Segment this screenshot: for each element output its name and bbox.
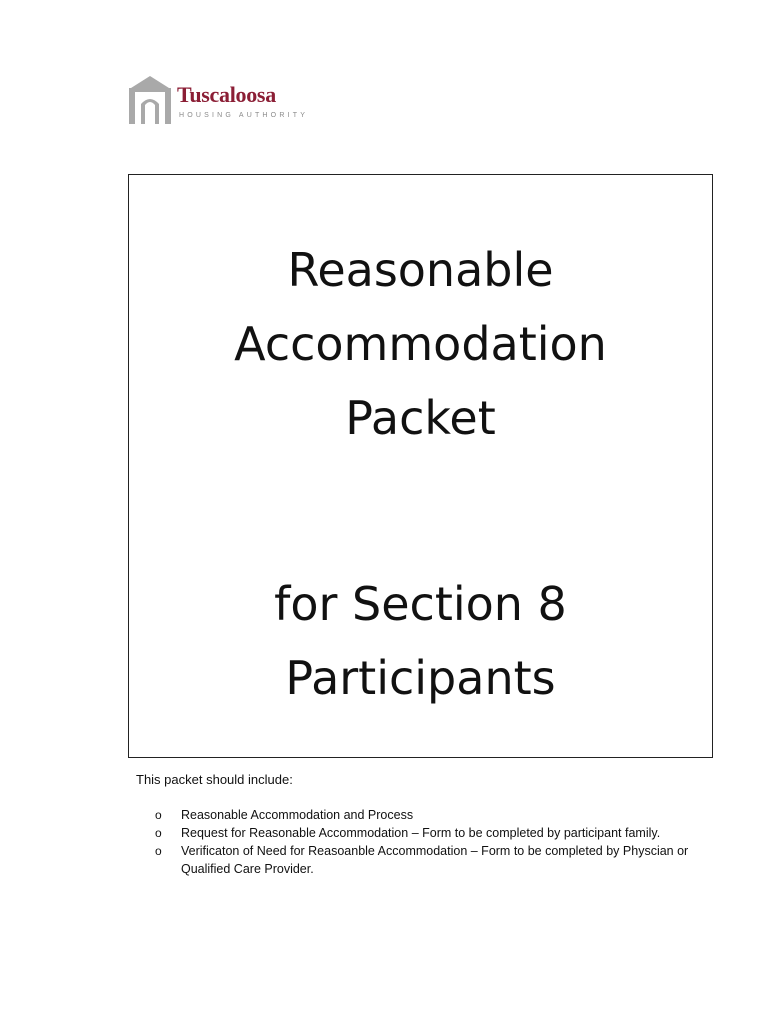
document-subtitle	[129, 567, 712, 715]
document-title	[129, 233, 712, 455]
title-line: Reasonable	[287, 243, 554, 297]
tuscaloosa-housing-authority-logo	[127, 74, 327, 126]
logo-name: Tuscaloosa	[177, 82, 276, 107]
list-item	[155, 824, 695, 842]
list-item-text: Reasonable Accommodation and Process	[181, 808, 414, 822]
bullet: o	[155, 826, 162, 840]
building-columns-icon	[127, 74, 173, 126]
list-item	[155, 842, 695, 878]
packet-contents-list	[155, 806, 695, 878]
bullet: o	[155, 808, 162, 822]
list-item	[155, 806, 695, 824]
bullet: o	[155, 844, 162, 858]
logo-subtitle: HOUSING AUTHORITY	[179, 112, 309, 119]
title-box	[128, 174, 713, 758]
list-item-text: Verificaton of Need for Reasoanble Accommodation – Form to be completed by Physcian or Qualified Care Provider.	[181, 844, 689, 876]
subtitle-line: for Section 8	[274, 577, 567, 631]
title-line: Accommodation	[234, 317, 607, 371]
title-line: Packet	[345, 391, 496, 445]
list-item-text: Request for Reasonable Accommodation – Form to be completed by participant family.	[181, 826, 661, 840]
packet-intro: This packet should include:	[136, 772, 293, 787]
subtitle-line: Participants	[285, 651, 556, 705]
